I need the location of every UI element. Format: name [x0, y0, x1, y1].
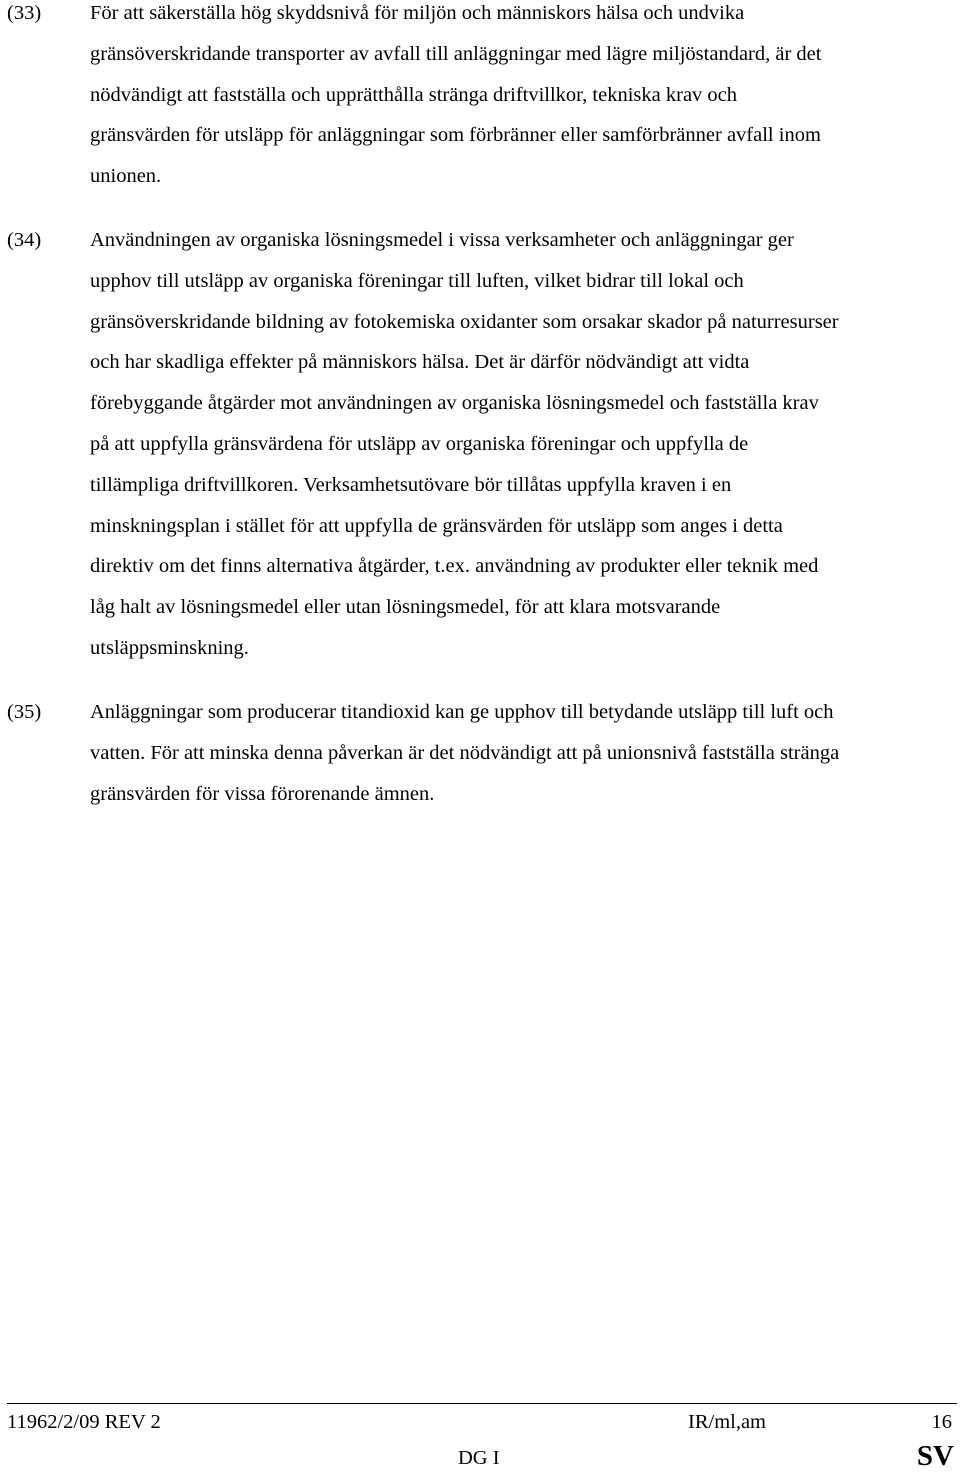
text-line: Användningen av organiska lösningsmedel i vissa verksamheter och anläggningar ger [90, 229, 794, 251]
text-line: och har skadliga effekter på människors hälsa. Det är därför nödvändigt att vidta [90, 351, 750, 374]
paragraph-text [90, 692, 955, 814]
paragraph-number: (34) [7, 229, 42, 251]
text-line: gränsöverskridande transporter av avfall till anläggningar med lägre miljöstandard, är det [90, 42, 822, 65]
author-initials: IR/ml,am [688, 1411, 767, 1433]
language-code: SV [916, 1440, 954, 1472]
text-line: nödvändigt att fastställa och upprätthålla stränga driftvillkor, tekniska krav och [90, 83, 738, 106]
text-line: gränsvärden för utsläpp för anläggningar som förbränner eller samförbränner avfall inom [90, 124, 821, 147]
footer-divider [7, 1403, 957, 1404]
text-line: förebyggande åtgärder mot användningen av organiska lösningsmedel och fastställa krav [90, 392, 819, 415]
text-line: låg halt av lösningsmedel eller utan lösningsmedel, för att klara motsvarande [90, 596, 721, 619]
document-reference: 11962/2/09 REV 2 [7, 1411, 161, 1433]
text-line: direktiv om det finns alternativa åtgärder, t.ex. användning av produkter eller teknik med [90, 555, 819, 578]
text-line: unionen. [90, 165, 162, 188]
text-line: gränsöverskridande bildning av fotokemiska oxidanter som orsakar skador på naturresurser [90, 310, 839, 333]
text-line: För att säkerställa hög skyddsnivå för miljön och människors hälsa och undvika [90, 2, 745, 24]
text-line: vatten. För att minska denna påverkan är det nödvändigt att på unionsnivå fastställa stränga [90, 741, 840, 764]
paragraph-text [90, 0, 955, 197]
directorate-label: DG I [458, 1447, 500, 1469]
paragraph-number: (35) [7, 701, 42, 723]
text-line: minskningsplan i stället för att uppfylla de gränsvärden för utsläpp som anges i detta [90, 514, 783, 537]
text-line: tillämpliga driftvillkoren. Verksamhetsutövare bör tillåtas uppfylla kraven i en [90, 473, 732, 496]
text-line: gränsvärden för vissa förorenande ämnen. [90, 782, 435, 805]
text-line: Anläggningar som producerar titandioxid kan ge upphov till betydande utsläpp till luft och [90, 701, 834, 723]
paragraph-text [90, 220, 955, 669]
text-line: på att uppfylla gränsvärdena för utsläpp av organiska föreningar och uppfylla de [90, 432, 749, 455]
text-line: upphov till utsläpp av organiska föreningar till luften, vilket bidrar till lokal och [90, 269, 744, 292]
text-line: utsläppsminskning. [90, 636, 249, 659]
page-number: 16 [931, 1411, 952, 1433]
paragraph-number: (33) [7, 2, 42, 24]
